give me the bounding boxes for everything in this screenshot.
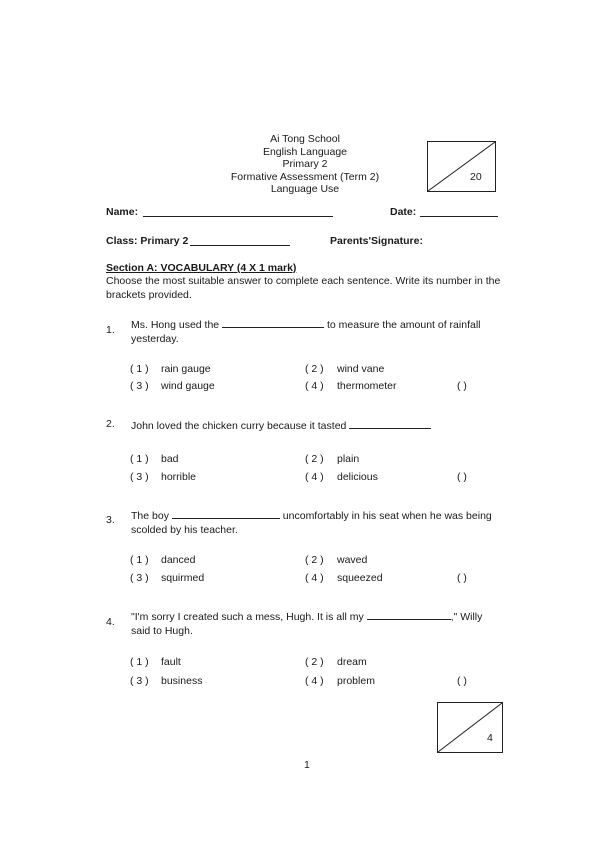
name-label: Name: (106, 206, 139, 218)
question-number: 2. (106, 418, 115, 430)
subject-name: English Language (262, 145, 348, 158)
class-field[interactable] (190, 245, 290, 246)
level-name: Primary 2 (282, 158, 328, 170)
answer-blank (222, 317, 324, 328)
section-instruction: Choose the most suitable answer to complete each sentence. Write its number in the brackets provided. (106, 275, 501, 301)
stem-text: uncomfortably in his seat when he was being (282, 510, 492, 522)
option-text: dream (337, 656, 367, 668)
option-number: ( 4 ) (305, 572, 324, 584)
score-box-diagonal (428, 142, 495, 191)
section-marks: 4 (487, 732, 493, 744)
question-number: 4. (106, 616, 115, 628)
school-name: Ai Tong School (270, 133, 340, 145)
name-field[interactable] (143, 216, 333, 217)
option-number: ( 1 ) (130, 656, 149, 668)
answer-bracket[interactable]: ( ) (457, 675, 467, 687)
question-number: 1. (106, 324, 115, 336)
question-stem (131, 317, 501, 346)
option-text: fault (161, 656, 181, 668)
question-stem (131, 609, 501, 638)
question-stem (131, 508, 501, 537)
option-text: waved (337, 554, 368, 566)
exam-header (190, 133, 420, 196)
option-text: plain (337, 453, 360, 465)
option-text: rain gauge (161, 363, 211, 375)
option-number: ( 1 ) (130, 554, 149, 566)
stem-text: John loved the chicken curry because it tasted (131, 420, 347, 432)
section-title: Section A: VOCABULARY (4 X 1 mark) (106, 262, 297, 274)
total-score-box (427, 141, 496, 192)
page-number: 1 (304, 759, 310, 771)
option-number: ( 3 ) (130, 675, 149, 687)
answer-blank (367, 609, 451, 620)
question-number: 3. (106, 514, 115, 526)
option-text: horrible (161, 471, 197, 483)
option-text: delicious (337, 471, 378, 483)
stem-text: "I'm sorry I created such a mess, Hugh. It is all my (131, 611, 364, 623)
stem-text: The boy (131, 510, 169, 522)
option-text: bad (161, 453, 179, 465)
option-number: ( 4 ) (305, 471, 324, 483)
option-number: ( 2 ) (305, 363, 324, 375)
option-number: ( 3 ) (130, 572, 149, 584)
option-text: thermometer (337, 380, 397, 392)
date-label: Date: (390, 206, 417, 218)
option-number: ( 4 ) (305, 380, 324, 392)
paper-name: Language Use (270, 183, 340, 195)
section-score-box (437, 702, 503, 753)
question-stem (131, 418, 501, 434)
total-marks: 20 (470, 171, 482, 183)
option-number: ( 2 ) (305, 453, 324, 465)
answer-blank (172, 508, 280, 519)
option-number: ( 2 ) (305, 656, 324, 668)
option-number: ( 3 ) (130, 471, 149, 483)
option-number: ( 3 ) (130, 380, 149, 392)
option-number: ( 4 ) (305, 675, 324, 687)
option-text: business (161, 675, 203, 687)
class-label: Class: Primary 2 (106, 235, 189, 247)
date-field[interactable] (420, 216, 498, 217)
stem-text: yesterday. (131, 332, 179, 345)
parent-signature-label: Parents'Signature: (330, 235, 423, 247)
answer-bracket[interactable]: ( ) (457, 471, 467, 483)
option-text: problem (337, 675, 375, 687)
section-box-diagonal (438, 703, 502, 752)
option-text: danced (161, 554, 196, 566)
answer-bracket[interactable]: ( ) (457, 572, 467, 584)
answer-bracket[interactable]: ( ) (457, 380, 467, 392)
answer-blank (349, 418, 431, 429)
option-number: ( 1 ) (130, 453, 149, 465)
stem-text: said to Hugh. (131, 624, 193, 637)
option-number: ( 2 ) (305, 554, 324, 566)
stem-text: ," Willy (450, 611, 483, 623)
option-text: wind vane (337, 363, 385, 375)
option-text: squeezed (337, 572, 383, 584)
option-number: ( 1 ) (130, 363, 149, 375)
stem-text: to measure the amount of rainfall (326, 319, 481, 331)
assessment-name: Formative Assessment (Term 2) (230, 170, 380, 183)
stem-text: scolded by his teacher. (131, 523, 238, 536)
stem-text: Ms. Hong used the (131, 319, 220, 331)
option-text: squirmed (161, 572, 205, 584)
option-text: wind gauge (161, 380, 215, 392)
